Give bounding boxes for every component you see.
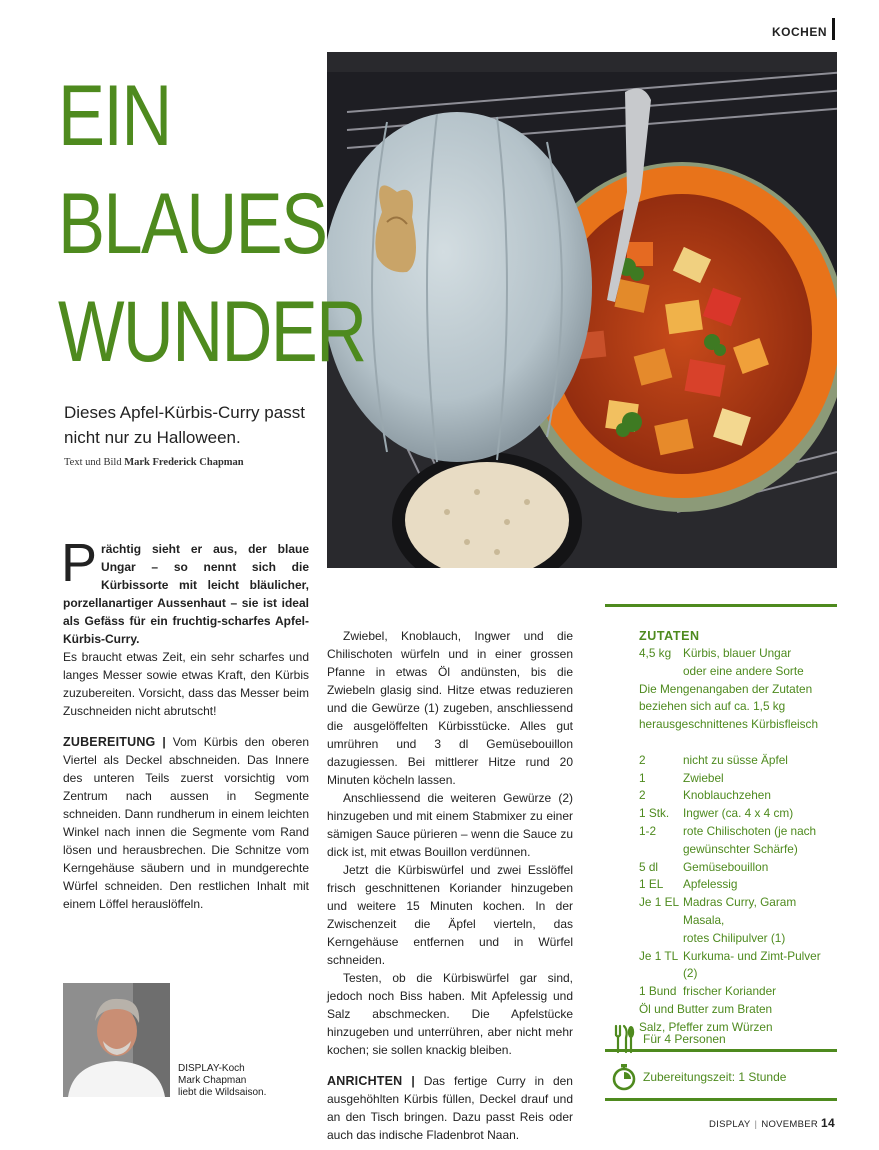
title-line-2: BLAUES: [58, 176, 327, 272]
ingredient-row: [639, 805, 837, 823]
article-subtitle: Dieses Apfel-Kürbis-Curry passt nicht nur zu Halloween.: [64, 403, 305, 447]
article-column-1: [61, 533, 310, 913]
method-paragraph-1: Zwiebel, Knoblauch, Ingwer und die Chilischoten würfeln und in einer grossen Pfanne in etwas Öl andünsten, bis die Zwiebeln glasig sind. Hitze etwas reduzieren und die Gewürze (1) zugeben, anschliessend die ausgelöffelten Kürbisstücke. Alles gut umrühren und 3 dl Gemüsebouillon dazugiessen. Bei mittlerer Hitze rund 20 Minuten köcheln lassen.: [327, 629, 573, 787]
ingredient-item: rote Chilischoten (je nach: [683, 823, 817, 838]
ingredients-note-3: herausgeschnittenes Kürbisfleisch: [639, 717, 819, 732]
anrichten-paragraph: ANRICHTEN | Das fertige Curry in den ausgehöhlten Kürbis füllen, Deckel drauf und an den Tisch bringen. Dazu passt Reis oder auch das indische Fladenbrot Naan.: [327, 1074, 573, 1142]
page-footer: DISPLAY | NOVEMBER 14: [709, 1116, 835, 1130]
chef-portrait-image: [63, 983, 170, 1097]
credit-name: Mark Frederick Chapman: [124, 457, 244, 468]
ingredient-item: Madras Curry, Garam Masala,: [683, 895, 797, 927]
ingredient-row-cont: [639, 841, 837, 859]
ingredient-items: [639, 752, 837, 1001]
section-bar: [832, 18, 835, 40]
ingredients-top-rule: [605, 604, 837, 607]
ingredient-qty: 2: [639, 788, 646, 803]
ingredient-extra-2: Salz, Pfeffer zum Würzen: [639, 1019, 773, 1034]
ingredient-item: nicht zu süsse Äpfel: [683, 752, 788, 767]
zubereitung-heading: ZUBEREITUNG: [63, 735, 156, 749]
ingredient-qty: 1: [639, 770, 646, 785]
page-number: 14: [821, 1116, 835, 1130]
ingredient-qty: Je 1 EL: [639, 895, 680, 910]
ingredient-row: [639, 876, 837, 894]
ingredient-qty: 1-2: [639, 823, 657, 838]
ingredient-qty: 4,5 kg: [639, 646, 672, 660]
article-credit: [64, 457, 244, 468]
time-row: [605, 1063, 837, 1091]
ingredient-item: Apfelessig: [683, 877, 738, 892]
section-label: KOCHEN: [771, 25, 827, 39]
intro-lead-paragraph: [61, 533, 309, 648]
ingredient-item-cont: rotes Chilipulver (1): [683, 930, 786, 945]
method-paragraph-4: Testen, ob die Kürbiswürfel gar sind, jedoch noch Biss haben. Mit Apfelessig und Salz abschmecken. Die Apfelstücke hinzugeben und unterrühren, aber nicht mehr kochen; sie sollen knackig bleiben.: [327, 971, 573, 1057]
ingredient-item: Knoblauchzehen: [683, 788, 771, 803]
intro-lead: rächtig sieht er aus, der blaue Ungar – so nennt sich die Kürbissorte mit leicht bläulicher, porzellanartiger Aussenhaut – sie ist ideal als Gefäss für ein fruchtig-scharfes Apfel-Kürbis-Curry.: [63, 542, 309, 646]
ingredient-item: Kürbis, blauer Ungar: [683, 646, 792, 660]
ingredient-row-cont: [639, 663, 837, 681]
ingredient-row: [639, 787, 837, 805]
ingredient-qty: 1 EL: [639, 877, 664, 892]
chef-caption-line-3: liebt die Wildsaison.: [178, 1087, 267, 1098]
ingredient-item-cont: oder eine andere Sorte: [683, 663, 804, 678]
ingredient-item-cont: gewünschter Schärfe): [683, 841, 798, 856]
info-bottom-rule: [605, 1098, 837, 1101]
ingredient-qty: 2: [639, 752, 646, 767]
title-line-3: WUNDER: [58, 284, 366, 380]
time-text: Zubereitungszeit: 1 Stunde: [643, 1070, 787, 1084]
title-line-1: EIN: [58, 68, 171, 164]
ingredient-row: [639, 948, 837, 984]
footer-magazine: DISPLAY: [709, 1119, 751, 1130]
ingredient-row: [639, 645, 837, 663]
zubereitung-text: Vom Kürbis den oberen Viertel als Deckel abschneiden. Das Innere des unteren Teils zuerst vorsichtig vom Zentrum nach aussen in Segmente schneiden. Dann rundherum in einem leichten Winkel nach innen die Segmente vom Rand lösen und herausbrechen. Die Schnitze vom Kerngehäuse säubern und in mundgerechte Würfel schneiden. Den restlichen Inhalt mit einem Löffel herauslöffeln.: [63, 735, 310, 911]
ingredient-item: Gemüsebouillon: [683, 859, 769, 874]
ingredient-qty: 1 Bund: [639, 984, 677, 999]
servings-row: [605, 1024, 837, 1054]
zubereitung-paragraph: ZUBEREITUNG | Vom Kürbis den oberen Viertel als Deckel abschneiden. Das Innere des unteren Teils zuerst vorsichtig vom Zentrum nach aussen in Segmente schneiden. Dann rundherum in einem leichten Winkel nach innen die Segmente vom Rand lösen und herausbrechen. Die Schnitze vom Kerngehäuse säubern und in mundgerechte Würfel schneiden. Den restlichen Inhalt mit einem Löffel herauslöffeln.: [63, 735, 310, 911]
ingredient-row: [639, 752, 837, 770]
drop-cap: P: [61, 533, 98, 593]
cutlery-icon: [609, 1024, 639, 1054]
article-column-2: [327, 627, 573, 1144]
ingredient-row-cont: [639, 930, 837, 948]
recipe-info: [605, 1009, 837, 1101]
article-title: [58, 62, 365, 386]
chef-caption-line-2: Mark Chapman: [178, 1075, 247, 1086]
ingredient-row: [639, 894, 837, 930]
chef-caption-line-1: DISPLAY-Koch: [178, 1063, 245, 1074]
chef-portrait: [63, 983, 170, 1097]
curry-photo: [327, 52, 837, 568]
anrichten-text: Das fertige Curry in den ausgehöhlten Kürbis füllen, Deckel drauf und an den Tisch bringen. Dazu passt Reis oder auch das indische Fladenbrot Naan.: [327, 1074, 573, 1142]
ingredient-qty: 1 Stk.: [639, 806, 670, 821]
ingredient-row: [639, 823, 837, 841]
ingredients-title: ZUTATEN: [639, 629, 700, 643]
ingredients-box: [605, 604, 837, 1052]
ingredients-list: [605, 645, 837, 1037]
ingredient-item: frischer Koriander: [683, 984, 777, 999]
ingredient-item: Zwiebel: [683, 770, 724, 785]
ingredients-note-2: beziehen sich auf ca. 1,5 kg: [639, 699, 786, 714]
chef-caption: [178, 1063, 266, 1099]
credit-prefix: Text und Bild: [64, 457, 125, 468]
ingredients-note-1: Die Mengenangaben der Zutaten: [639, 681, 813, 696]
ingredient-item: Kurkuma- und Zimt-Pulver (2): [683, 948, 821, 981]
anrichten-heading: ANRICHTEN: [327, 1074, 403, 1088]
ingredient-row: [639, 859, 837, 877]
ingredient-qty: 5 dl: [639, 859, 659, 874]
pumpkin-curry-illustration: [327, 52, 837, 568]
method-paragraph-3: Jetzt die Kürbiswürfel und zwei Esslöffel frisch geschnittenen Koriander hinzugeben und weitere 15 Minuten kochen. In der Zwischenzeit die Äpfel vierteln, das Kerngehäuse entfernen und in Würfel schneiden.: [327, 863, 573, 967]
ingredient-row: [639, 770, 837, 788]
servings-text: Für 4 Personen: [643, 1032, 726, 1046]
method-paragraph-2: Anschliessend die weiteren Gewürze (2) hinzugeben und mit einem Stabmixer zu einer sämigen Sauce pürieren – wenn die Sauce zu dick ist, mit etwas Bouillon verdünnen.: [327, 791, 573, 859]
timer-icon: [609, 1063, 639, 1091]
ingredient-row: [639, 983, 837, 1001]
footer-month: NOVEMBER: [761, 1119, 819, 1130]
ingredient-extra-1: Öl und Butter zum Braten: [639, 1001, 773, 1016]
intro-paragraph: Es braucht etwas Zeit, ein sehr scharfes und langes Messer sowie etwas Kraft, den Kürbis zuzubereiten. Vorsicht, dass das Messer beim Zuschneiden nicht abrutscht!: [63, 650, 309, 718]
ingredient-qty: Je 1 TL: [639, 948, 679, 963]
ingredient-item: Ingwer (ca. 4 x 4 cm): [683, 806, 794, 821]
